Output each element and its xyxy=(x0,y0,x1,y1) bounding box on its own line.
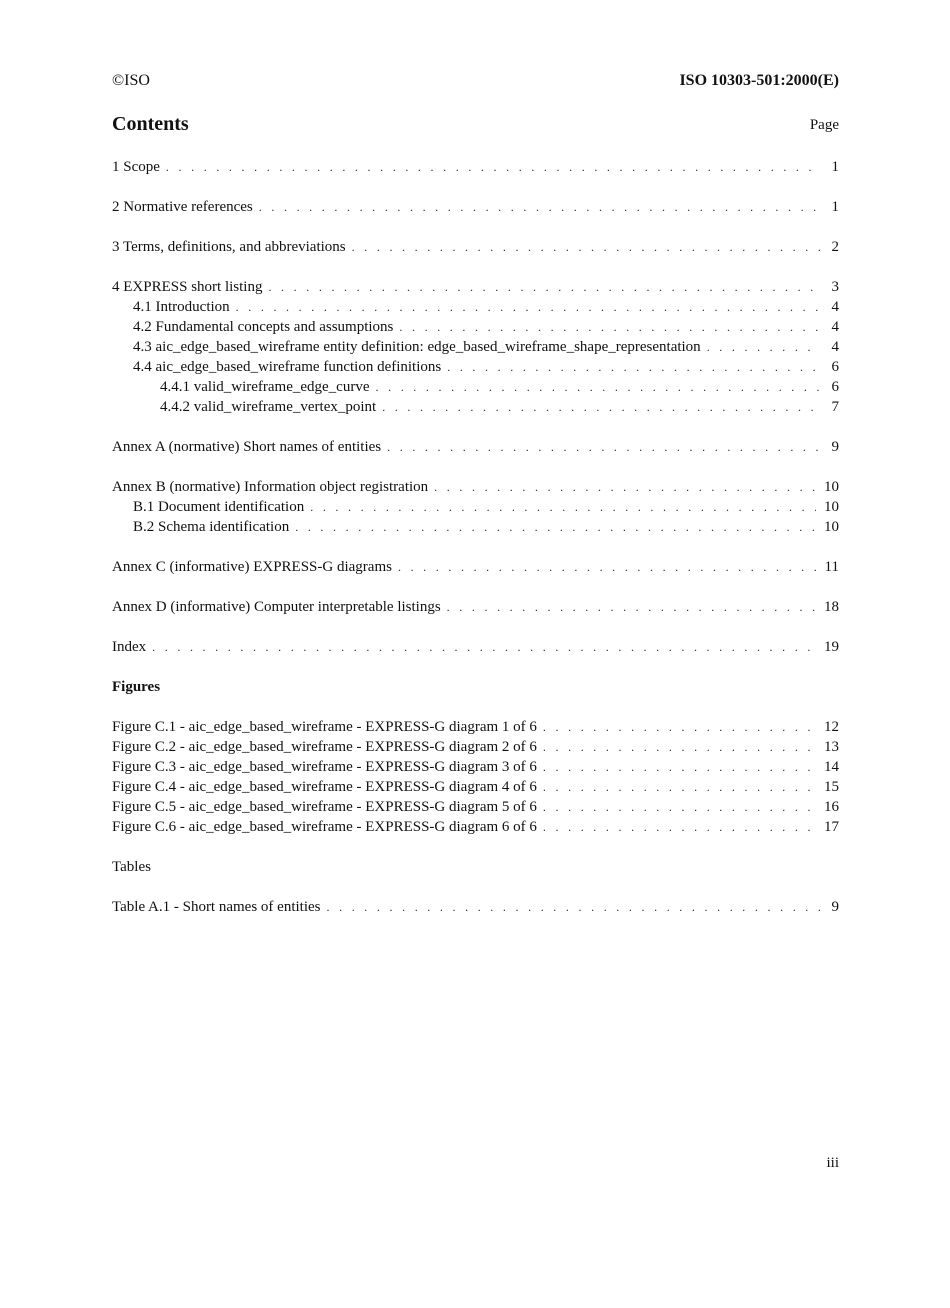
figures-heading: Figures xyxy=(112,679,161,695)
toc-entry-page: 1 xyxy=(831,199,839,215)
page-column-label: Page xyxy=(809,117,839,133)
toc-entry-express-short-listing[interactable] xyxy=(112,277,839,297)
figure-entry-label: Figure C.6 - aic_edge_based_wireframe - EXPRESS-G diagram 6 of 6 xyxy=(112,819,537,835)
dot-leader xyxy=(434,477,816,497)
figure-entry-page: 13 xyxy=(824,739,839,755)
dot-leader xyxy=(166,157,821,177)
toc-entry-page: 7 xyxy=(831,399,839,415)
toc-entry-page: 9 xyxy=(831,439,839,455)
figure-entry-label: Figure C.4 - aic_edge_based_wireframe - EXPRESS-G diagram 4 of 6 xyxy=(112,779,537,795)
toc-entry-label: Annex D (informative) Computer interpretable listings xyxy=(112,599,441,615)
dot-leader xyxy=(152,637,816,657)
figure-entry-page: 15 xyxy=(824,779,839,795)
table-of-contents xyxy=(112,157,839,917)
toc-entry-index[interactable] xyxy=(112,637,839,657)
toc-entry-normative-references[interactable] xyxy=(112,197,839,217)
dot-leader xyxy=(376,377,822,397)
figure-entry-c4[interactable] xyxy=(112,777,839,797)
figure-entry-page: 14 xyxy=(824,759,839,775)
figure-entry-page: 17 xyxy=(824,819,839,835)
toc-entry-annex-b[interactable] xyxy=(112,477,839,497)
toc-entry-page: 6 xyxy=(831,359,839,375)
toc-entry-page: 3 xyxy=(831,279,839,295)
toc-entry-label: Index xyxy=(112,639,147,655)
table-entry-label: Table A.1 - Short names of entities xyxy=(112,899,321,915)
figure-entry-page: 12 xyxy=(824,719,839,735)
toc-entry-annex-d[interactable] xyxy=(112,597,839,617)
toc-entry-4-4[interactable] xyxy=(112,357,839,377)
toc-entry-label: 2 Normative references xyxy=(112,199,253,215)
toc-entry-page: 19 xyxy=(824,639,839,655)
dot-leader xyxy=(543,777,816,797)
figure-entry-c2[interactable] xyxy=(112,737,839,757)
toc-entry-page: 4 xyxy=(831,339,839,355)
toc-entry-b-1[interactable] xyxy=(112,497,839,517)
page-title: Contents xyxy=(112,113,189,135)
figure-entry-c3[interactable] xyxy=(112,757,839,777)
header-copyright: ©ISO xyxy=(112,72,150,89)
toc-entry-label: 1 Scope xyxy=(112,159,160,175)
toc-entry-scope[interactable] xyxy=(112,157,839,177)
dot-leader xyxy=(447,357,821,377)
dot-leader xyxy=(543,737,816,757)
figure-entry-page: 16 xyxy=(824,799,839,815)
footer-page-number: iii xyxy=(826,1155,839,1171)
toc-entry-annex-c[interactable] xyxy=(112,557,839,577)
toc-entry-page: 2 xyxy=(831,239,839,255)
dot-leader xyxy=(259,197,821,217)
toc-entry-4-1[interactable] xyxy=(112,297,839,317)
toc-entry-b-2[interactable] xyxy=(112,517,839,537)
figure-entry-c1[interactable] xyxy=(112,717,839,737)
dot-leader xyxy=(327,897,822,917)
toc-entry-label: 4 EXPRESS short listing xyxy=(112,279,263,295)
dot-leader xyxy=(295,517,816,537)
figure-entry-label: Figure C.2 - aic_edge_based_wireframe - EXPRESS-G diagram 2 of 6 xyxy=(112,739,537,755)
dot-leader xyxy=(398,557,817,577)
toc-entry-label: B.2 Schema identification xyxy=(133,519,290,535)
toc-entry-annex-a[interactable] xyxy=(112,437,839,457)
toc-entry-terms[interactable] xyxy=(112,237,839,257)
toc-entry-label: 4.1 Introduction xyxy=(133,299,230,315)
toc-entry-page: 4 xyxy=(831,299,839,315)
dot-leader xyxy=(543,757,816,777)
toc-entry-label: 3 Terms, definitions, and abbreviations xyxy=(112,239,346,255)
dot-leader xyxy=(387,437,821,457)
dot-leader xyxy=(399,317,821,337)
toc-entry-4-3[interactable] xyxy=(112,337,839,357)
toc-entry-4-2[interactable] xyxy=(112,317,839,337)
table-entry-page: 9 xyxy=(831,899,839,915)
dot-leader xyxy=(543,797,816,817)
toc-entry-4-4-1[interactable] xyxy=(112,377,839,397)
toc-entry-label: 4.3 aic_edge_based_wireframe entity definition: edge_based_wireframe_shape_representation xyxy=(133,339,701,355)
table-entry-a1[interactable] xyxy=(112,897,839,917)
dot-leader xyxy=(382,397,821,417)
dot-leader xyxy=(352,237,821,257)
header-standard-id: ISO 10303-501:2000(E) xyxy=(679,72,839,89)
toc-entry-page: 18 xyxy=(824,599,839,615)
toc-entry-label: Annex C (informative) EXPRESS-G diagrams xyxy=(112,559,392,575)
toc-entry-label: Annex A (normative) Short names of entities xyxy=(112,439,382,455)
toc-entry-label: 4.2 Fundamental concepts and assumptions xyxy=(133,319,394,335)
figure-entry-c6[interactable] xyxy=(112,817,839,837)
dot-leader xyxy=(543,817,816,837)
toc-entry-label: 4.4.1 valid_wireframe_edge_curve xyxy=(160,379,370,395)
dot-leader xyxy=(543,717,816,737)
toc-entry-4-4-2[interactable] xyxy=(112,397,839,417)
toc-entry-page: 10 xyxy=(824,479,839,495)
figure-entry-label: Figure C.5 - aic_edge_based_wireframe - EXPRESS-G diagram 5 of 6 xyxy=(112,799,537,815)
dot-leader xyxy=(310,497,816,517)
dot-leader xyxy=(268,277,821,297)
toc-entry-label: Annex B (normative) Information object registration xyxy=(112,479,429,495)
dot-leader xyxy=(447,597,816,617)
toc-entry-page: 11 xyxy=(824,559,839,575)
toc-entry-label: 4.4.2 valid_wireframe_vertex_point xyxy=(160,399,377,415)
toc-entry-page: 6 xyxy=(831,379,839,395)
toc-entry-page: 1 xyxy=(831,159,839,175)
toc-entry-page: 10 xyxy=(824,499,839,515)
dot-leader xyxy=(236,297,821,317)
figure-entry-label: Figure C.1 - aic_edge_based_wireframe - EXPRESS-G diagram 1 of 6 xyxy=(112,719,537,735)
toc-entry-label: B.1 Document identification xyxy=(133,499,305,515)
figure-entry-label: Figure C.3 - aic_edge_based_wireframe - EXPRESS-G diagram 3 of 6 xyxy=(112,759,537,775)
toc-entry-label: 4.4 aic_edge_based_wireframe function definitions xyxy=(133,359,442,375)
figure-entry-c5[interactable] xyxy=(112,797,839,817)
tables-heading: Tables xyxy=(112,859,151,875)
toc-entry-page: 10 xyxy=(824,519,839,535)
dot-leader xyxy=(707,337,821,357)
toc-entry-page: 4 xyxy=(831,319,839,335)
